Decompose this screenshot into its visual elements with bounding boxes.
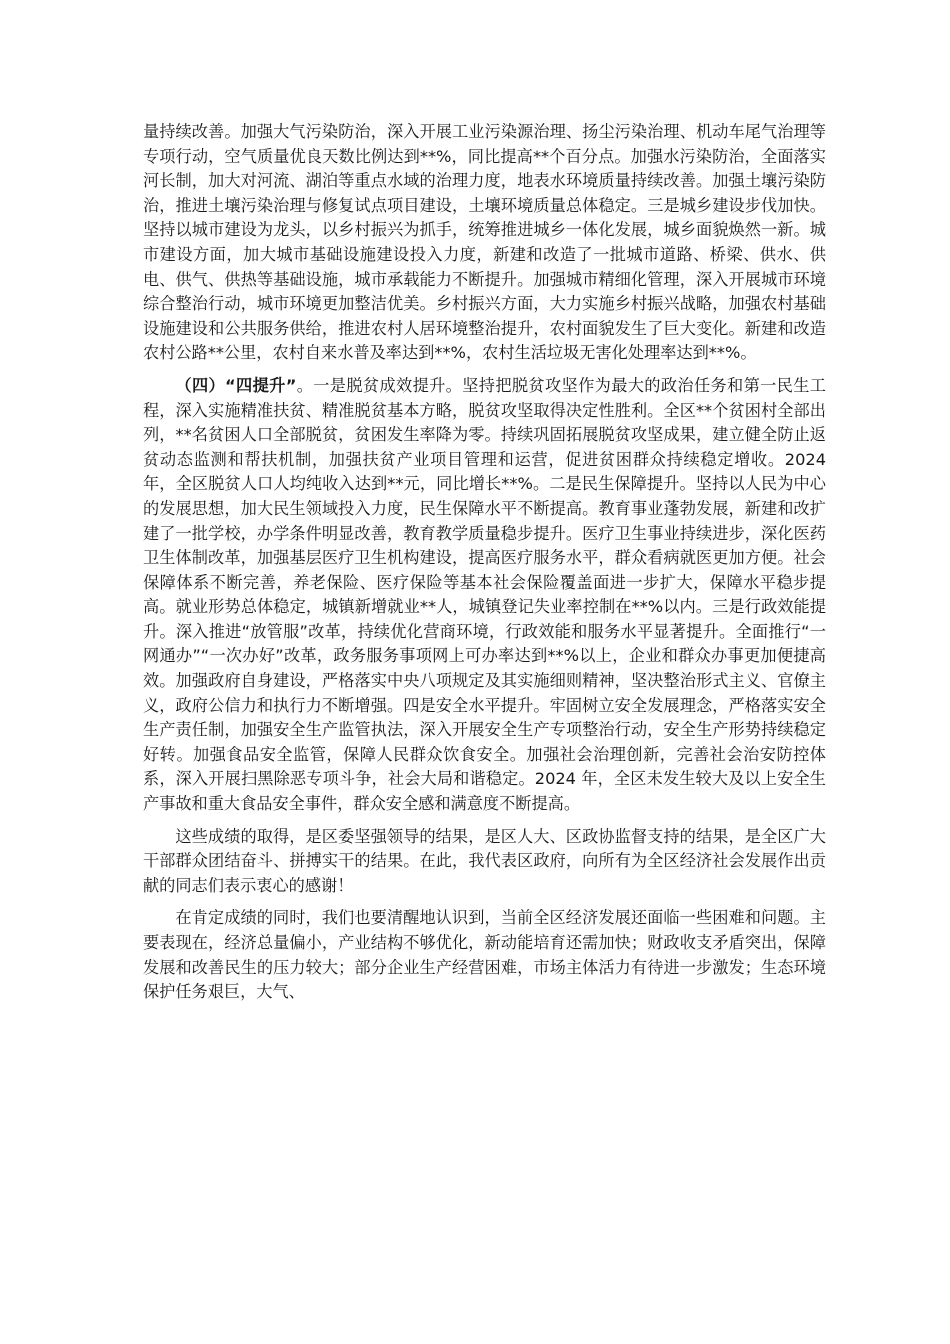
paragraph-four-improvements bbox=[143, 374, 826, 817]
paragraph-continuation bbox=[143, 120, 826, 366]
paragraph-text: 这些成绩的取得，是区委坚强领导的结果，是区人大、区政协监督支持的结果，是全区广大干部群众团结奋斗、拼搏实干的结果。在此，我代表区政府，向所有为全区经济社会发展作出贡献的同志们表示衷心的感谢！ bbox=[143, 826, 826, 895]
document-page bbox=[143, 120, 826, 1013]
paragraph-text: 在肯定成绩的同时，我们也要清醒地认识到，当前全区经济发展还面临一些困难和问题。主要表现在，经济总量偏小，产业结构不够优化，新动能培育还需加快；财政收支矛盾突出，保障发展和改善民生的压力较大；部分企业生产经营困难，市场主体活力有待进一步激发；生态环境保护任务艰巨，大气、 bbox=[143, 908, 826, 1002]
paragraph-text: 量持续改善。加强大气污染防治，深入开展工业污染源治理、扬尘污染治理、机动车尾气治理等专项行动，空气质量优良天数比例达到**%，同比提高**个百分点。加强水污染防治，全面落实河长制，加大对河流、湖泊等重点水域的治理力度，地表水环境质量持续改善。加强土壤污染防治，推进土壤污染治理与修复试点项目建设，土壤环境质量总体稳定。三是城乡建设步伐加快。坚持以城市建设为龙头，以乡村振兴为抓手，统筹推进城乡一体化发展，城乡面貌焕然一新。城市建设方面，加大城市基础设施建设投入力度，新建和改造了一批城市道路、桥梁、供水、供电、供气、供热等基础设施，城市承载能力不断提升。加强城市精细化管理，深入开展城市环境综合整治行动，城市环境更加整洁优美。乡村振兴方面，大力实施乡村振兴战略，加强农村基础设施建设和公共服务供给，推进农村人居环境整治提升，农村面貌发生了巨大变化。新建和改造农村公路**公里，农村自来水普及率达到**%，农村生活垃圾无害化处理率达到**%。 bbox=[143, 122, 826, 363]
section-heading: （四）“四提升” bbox=[175, 375, 297, 395]
paragraph-acknowledgement bbox=[143, 825, 826, 899]
paragraph-text: 。一是脱贫成效提升。坚持把脱贫攻坚作为最大的政治任务和第一民生工程，深入实施精准扶贫、精准脱贫基本方略，脱贫攻坚取得决定性胜利。全区**个贫困村全部出列，**名贫困人口全部脱贫，贫困发生率降为零。持续巩固拓展脱贫攻坚成果，建立健全防止返贫动态监测和帮扶机制，加强扶贫产业项目管理和运营，促进贫困群众持续稳定增收。2024 年，全区脱贫人口人均纯收入达到**元，同比增长**%。二是民生保障提升。坚持以人民为中心的发展思想，加大民生领域投入力度，民生保障水平不断提高。教育事业蓬勃发展，新建和改扩建了一批学校，办学条件明显改善，教育教学质量稳步提升。医疗卫生事业持续进步，深化医药卫生体制改革，加强基层医疗卫生机构建设，提高医疗服务水平，群众看病就医更加方便。社会保障体系不断完善，养老保险、医疗保险等基本社会保险覆盖面进一步扩大，保障水平稳步提高。就业形势总体稳定，城镇新增就业**人，城镇登记失业率控制在**%以内。三是行政效能提升。深入推进“放管服”改革，持续优化营商环境，行政效能和服务水平显著提升。全面推行“一网通办”“一次办好”改革，政务服务事项网上可办率达到**%以上，企业和群众办事更加便捷高效。加强政府自身建设，严格落实中央八项规定及其实施细则精神，坚决整治形式主义、官僚主义，政府公信力和执行力不断增强。四是安全水平提升。牢固树立安全发展理念，严格落实安全生产责任制，加强安全生产监管执法，深入开展安全生产专项整治行动，安全生产形势持续稳定好转。加强食品安全监管，保障人民群众饮食安全。加强社会治理创新，完善社会治安防控体系，深入开展扫黑除恶专项斗争，社会大局和谐稳定。2024 年，全区未发生较大及以上安全生产事故和重大食品安全事件，群众安全感和满意度不断提高。 bbox=[143, 375, 826, 814]
paragraph-problems bbox=[143, 906, 826, 1004]
